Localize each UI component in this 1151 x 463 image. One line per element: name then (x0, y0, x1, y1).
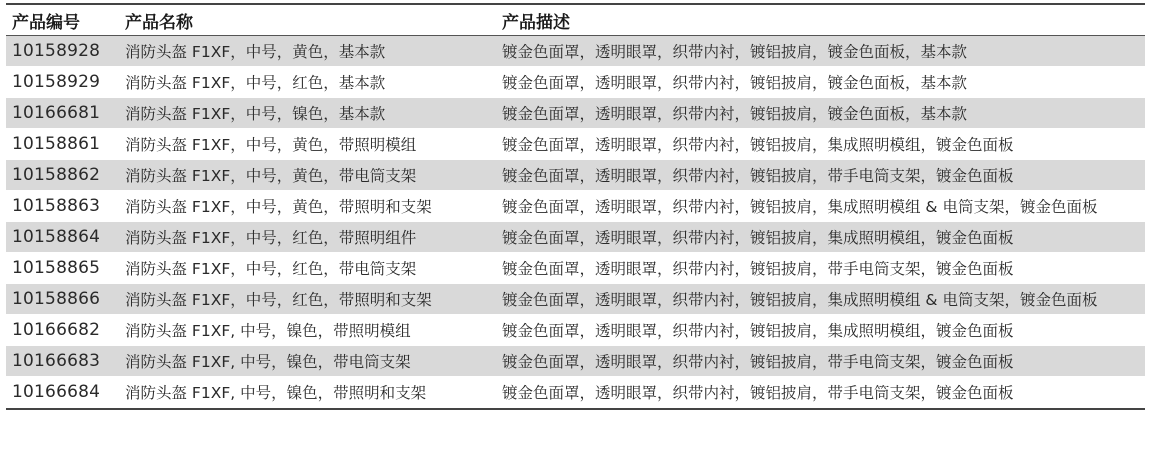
table-row (6, 315, 1145, 346)
product-code-cell: 10158865 (6, 253, 119, 284)
product-table-container (6, 3, 1145, 410)
product-description-cell: 镀金色面罩，透明眼罩，织带内衬，镀铝披肩，镀金色面板，基本款 (496, 98, 1145, 129)
product-code-cell: 10166684 (6, 377, 119, 408)
table-row (6, 346, 1145, 377)
product-code-cell: 10158861 (6, 129, 119, 160)
product-description-cell: 镀金色面罩，透明眼罩，织带内衬，镀铝披肩，带手电筒支架，镀金色面板 (496, 346, 1145, 377)
product-name-cell: 消防头盔 F1XF, 中号，镍色，带照明和支架 (119, 377, 496, 408)
table-row (6, 253, 1145, 284)
product-code-cell: 10166683 (6, 346, 119, 377)
table-row (6, 129, 1145, 160)
product-description-cell: 镀金色面罩，透明眼罩，织带内衬，镀铝披肩，集成照明模组，镀金色面板 (496, 315, 1145, 346)
product-name-cell: 消防头盔 F1XF, 中号，镍色，带电筒支架 (119, 346, 496, 377)
product-code-cell: 10158863 (6, 191, 119, 222)
product-code-cell: 10158864 (6, 222, 119, 253)
header-product-name: 产品名称 (119, 5, 496, 36)
table-row (6, 160, 1145, 191)
product-name-cell: 消防头盔 F1XF，中号，红色，带照明组件 (119, 222, 496, 253)
product-description-cell: 镀金色面罩，透明眼罩，织带内衬，镀铝披肩，带手电筒支架，镀金色面板 (496, 377, 1145, 408)
product-description-cell: 镀金色面罩，透明眼罩，织带内衬，镀铝披肩，带手电筒支架，镀金色面板 (496, 253, 1145, 284)
table-row (6, 36, 1145, 67)
product-code-cell: 10158928 (6, 36, 119, 67)
product-name-cell: 消防头盔 F1XF，中号，红色，基本款 (119, 67, 496, 98)
table-row (6, 284, 1145, 315)
table-row (6, 67, 1145, 98)
product-description-cell: 镀金色面罩，透明眼罩，织带内衬，镀铝披肩，镀金色面板，基本款 (496, 36, 1145, 67)
product-name-cell: 消防头盔 F1XF，中号，镍色，基本款 (119, 98, 496, 129)
product-name-cell: 消防头盔 F1XF，中号，红色，带照明和支架 (119, 284, 496, 315)
product-description-cell: 镀金色面罩，透明眼罩，织带内衬，镀铝披肩，集成照明模组，镀金色面板 (496, 222, 1145, 253)
table-row (6, 377, 1145, 408)
product-description-cell: 镀金色面罩，透明眼罩，织带内衬，镀铝披肩，镀金色面板，基本款 (496, 67, 1145, 98)
product-code-cell: 10166681 (6, 98, 119, 129)
product-code-cell: 10158866 (6, 284, 119, 315)
product-description-cell: 镀金色面罩，透明眼罩，织带内衬，镀铝披肩，集成照明模组 & 电筒支架，镀金色面板 (496, 284, 1145, 315)
product-code-cell: 10158862 (6, 160, 119, 191)
product-name-cell: 消防头盔 F1XF，中号，黄色，带照明和支架 (119, 191, 496, 222)
product-name-cell: 消防头盔 F1XF，中号，黄色，基本款 (119, 36, 496, 67)
product-description-cell: 镀金色面罩，透明眼罩，织带内衬，镀铝披肩，带手电筒支架，镀金色面板 (496, 160, 1145, 191)
product-name-cell: 消防头盔 F1XF，中号，黄色，带电筒支架 (119, 160, 496, 191)
product-name-cell: 消防头盔 F1XF, 中号，镍色，带照明模组 (119, 315, 496, 346)
table-row (6, 191, 1145, 222)
table-row (6, 98, 1145, 129)
header-product-description: 产品描述 (496, 5, 1145, 36)
table-row (6, 222, 1145, 253)
product-description-cell: 镀金色面罩，透明眼罩，织带内衬，镀铝披肩，集成照明模组，镀金色面板 (496, 129, 1145, 160)
header-product-code: 产品编号 (6, 5, 119, 36)
product-code-cell: 10158929 (6, 67, 119, 98)
product-name-cell: 消防头盔 F1XF，中号，红色，带电筒支架 (119, 253, 496, 284)
product-description-cell: 镀金色面罩，透明眼罩，织带内衬，镀铝披肩，集成照明模组 & 电筒支架，镀金色面板 (496, 191, 1145, 222)
table-header-row (6, 5, 1145, 36)
product-table (6, 5, 1145, 408)
product-code-cell: 10166682 (6, 315, 119, 346)
product-name-cell: 消防头盔 F1XF，中号，黄色，带照明模组 (119, 129, 496, 160)
